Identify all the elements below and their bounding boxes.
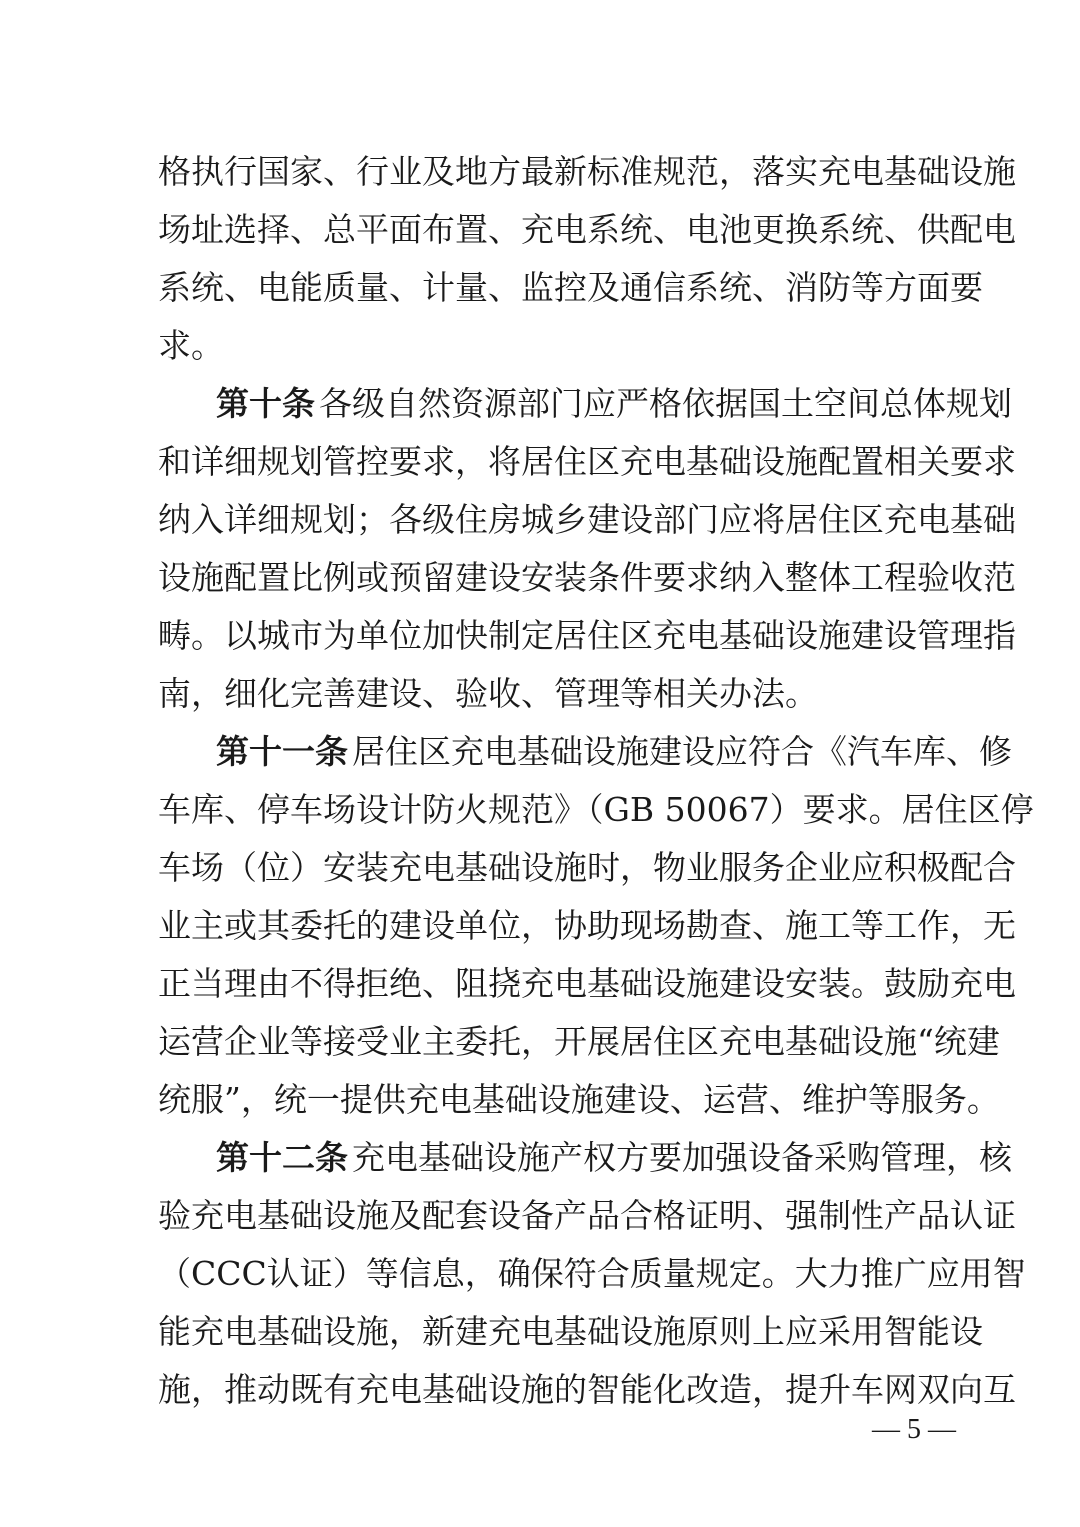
body-text-line: 纳入详细规划；各级住房城乡建设部门应将居住区充电基础: [158, 500, 1016, 539]
body-text-segment: 充电基础设施产权方要加强设备采购管理，核: [352, 1138, 1012, 1177]
body-text-line: 能充电基础设施，新建充电基础设施原则上应采用智能设: [158, 1312, 983, 1351]
body-text-line: 施，推动既有充电基础设施的智能化改造，提升车网双向互: [158, 1370, 1016, 1409]
body-text-line: 运营企业等接受业主委托，开展居住区充电基础设施“统建: [158, 1022, 1000, 1061]
body-text-line: 统服”，统一提供充电基础设施建设、运营、维护等服务。: [158, 1080, 1000, 1119]
article-10-label: 第十条: [216, 384, 315, 423]
body-text-line: 求。: [158, 326, 224, 365]
body-text-line: 场址选择、总平面布置、充电系统、电池更换系统、供配电: [158, 210, 1016, 249]
body-text-segment: 各级自然资源部门应严格依据国土空间总体规划: [319, 384, 1012, 423]
body-text-line: 畴。以城市为单位加快制定居住区充电基础设施建设管理指: [158, 616, 1016, 655]
article-11-first-line: [216, 732, 1012, 772]
body-text-line: 和详细规划管控要求，将居住区充电基础设施配置相关要求: [158, 442, 1016, 481]
body-text-line: 设施配置比例或预留建设安装条件要求纳入整体工程验收范: [158, 558, 1016, 597]
body-text-line: 正当理由不得拒绝、阻挠充电基础设施建设安装。鼓励充电: [158, 964, 1016, 1003]
body-text-line: 业主或其委托的建设单位，协助现场勘查、施工等工作，无: [158, 906, 1016, 945]
article-10-first-line: [216, 384, 1012, 424]
article-12-label: 第十二条: [216, 1138, 348, 1177]
article-12-first-line: [216, 1138, 1012, 1178]
body-text-segment: 居住区充电基础设施建设应符合《汽车库、修: [352, 732, 1012, 771]
article-11-label: 第十一条: [216, 732, 348, 771]
body-text-line: 系统、电能质量、计量、监控及通信系统、消防等方面要: [158, 268, 983, 307]
body-text-line: 格执行国家、行业及地方最新标准规范，落实充电基础设施: [158, 152, 1016, 191]
body-text-line: 南，细化完善建设、验收、管理等相关办法。: [158, 674, 818, 713]
body-text-line: （CCC认证）等信息，确保符合质量规定。大力推广应用智: [158, 1254, 1026, 1293]
body-text-line: 验充电基础设施及配套设备产品合格证明、强制性产品认证: [158, 1196, 1016, 1235]
body-text-line: 车场（位）安装充电基础设施时，物业服务企业应积极配合: [158, 848, 1016, 887]
body-text-line: 车库、停车场设计防火规范》（GB 50067）要求。居住区停: [158, 790, 1034, 829]
page-number: — 5 —: [872, 1414, 956, 1445]
